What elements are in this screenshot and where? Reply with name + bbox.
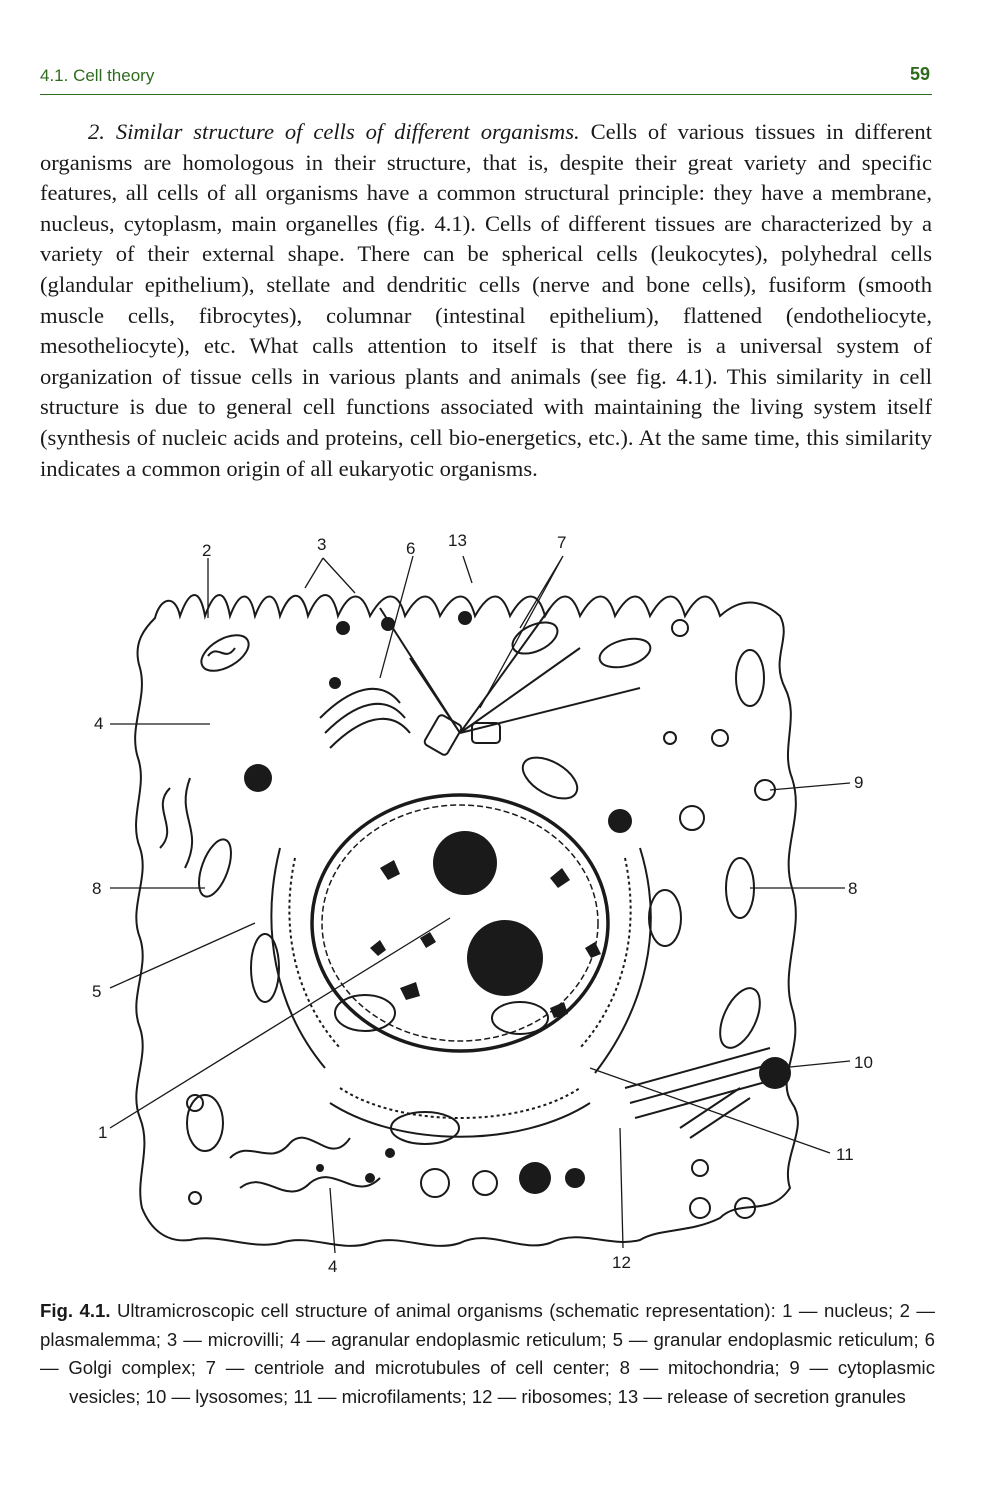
label-1: 1 [98, 1123, 108, 1142]
label-4-top: 4 [94, 714, 104, 733]
label-9: 9 [854, 773, 864, 792]
body-paragraph [40, 117, 932, 484]
running-header [40, 64, 932, 95]
paragraph-text: Cells of various tissues in different organisms are homologous in their structure, that is, despite their great variety and specific features, all cells of all organisms have a common structural principle: they have a membrane, nucleus, cytoplasm, main organelles (fig. 4.1). Cells of different tissues are characterized by a variety of their external shape. There can be spherical cells (leukocytes), polyhedral cells (glandular epithelium), stellate and dendritic cells (nerve and bone cells), fusiform (smooth muscle cells, fibrocytes), columnar (intestinal epithelium), flattened (endotheliocyte, mesotheliocyte), etc. What calls attention to itself is that there is a universal system of organization of tissue cells in various plants and animals (see fig. 4.1). This similarity in cell structure is due to general cell functions associated with maintaining the living system itself (synthesis of nucleic acids and proteins, cell bio-energetics, etc.). At the same time, this similarity indicates a common origin of all eukaryotic organisms. [40, 119, 932, 481]
section-title: 4.1. Cell theory [40, 66, 155, 85]
nucleolus [433, 831, 497, 895]
label-4-bottom: 4 [328, 1257, 338, 1276]
nucleolus-2 [467, 920, 543, 996]
caption-label: Fig. 4.1. [40, 1300, 111, 1321]
label-11: 11 [836, 1145, 854, 1164]
label-5: 5 [92, 982, 102, 1001]
cell-diagram-drawing [80, 528, 900, 1298]
figure-caption [40, 1297, 935, 1411]
label-10: 10 [854, 1053, 873, 1072]
cell-diagram [80, 528, 900, 1298]
label-3: 3 [317, 535, 327, 554]
paragraph-lead: 2. Similar structure of cells of different organisms. [88, 119, 580, 144]
label-2: 2 [202, 541, 212, 560]
label-8-right: 8 [848, 879, 858, 898]
page-number: 59 [909, 64, 930, 84]
label-12: 12 [612, 1253, 631, 1272]
caption-text: Ultramicroscopic cell structure of animal organisms (schematic representation): 1 — nucleus; 2 — plasmalemma; 3 — microvilli; 4 — agranular endoplasmic reticulum; 5 — granular endoplasmic reticulum; 6 — Golgi complex; 7 — centriole and microtubules of cell center; 8 — mitochondria; 9 — cytoplasmic vesicles; 10 — lysosomes; 11 — microfilaments; 12 — ribosomes; 13 — release of secretion granules [40, 1300, 935, 1407]
label-6: 6 [406, 539, 416, 558]
label-7: 7 [557, 533, 567, 552]
label-13: 13 [448, 531, 467, 550]
label-8-left: 8 [92, 879, 102, 898]
plasmalemma-outline [135, 595, 798, 1246]
